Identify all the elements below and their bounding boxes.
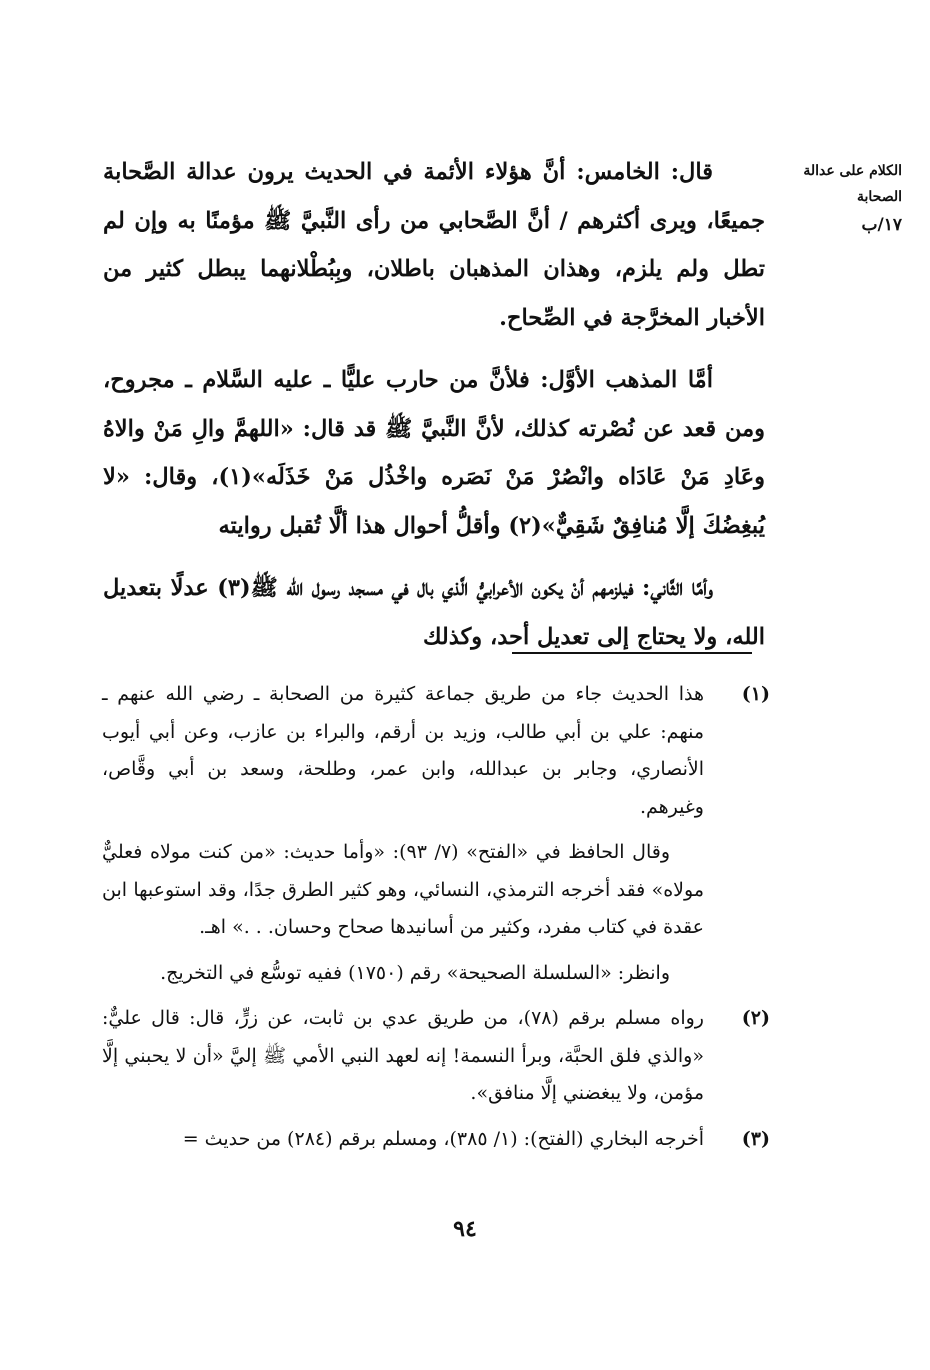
folio-reference: ١٧/ب	[861, 215, 902, 235]
footnote-text: وقال الحافظ في «الفتح» (٧/ ٩٣): «وأما حديث: «من كنت مولاه فعليٌّ مولاه» فقد أخرجه الترمذي، النسائي، وهو كثير الطرق جدًا، وقد استوعبها ابن عقدة في كتاب مفرد، وكثير من أسانيدها صحاح وحسان. . .» اهـ.	[102, 841, 704, 938]
page-number: ٩٤	[453, 1216, 477, 1242]
paragraph-1: قال: الخامس: أنَّ هؤلاء الأئمة في الحديث يرون عدالة الصَّحابة جميعًا، ويرى أكثرهم / أنَّ الصَّحابي من رأى النَّبيَّ ﷺ مؤمنًا به وإن لم تطل ولم يلزم، وهذان المذهبان باطلان، وبِبُطْلانهما يبطل كثير من الأخبار المخرَّجة في الصِّحاح.	[103, 159, 765, 331]
footnote-text: رواه مسلم برقم (٧٨)، من طريق عدي بن ثابت، عن زرٍّ، قال: قال عليٌّ: «والذي فلق الحبَّة، وبرأ النسمة! إنه لعهد النبي الأمي ﷺ إليَّ «أن لا يحبني إلَّا مؤمن، ولا يبغضني إلَّا منافق».	[102, 1007, 704, 1104]
footnote-text: أخرجه البخاري (الفتح): (١/ ٣٨٥)، ومسلم برقم (٢٨٤) من حديث =	[182, 1127, 704, 1150]
footnote-3	[102, 1121, 770, 1159]
footnotes	[102, 676, 770, 1166]
paragraph-3: وأمَّا الثَّاني: فيلزمهم أنْ يكون الأعرابيُّ الَّذي بال في مسجد رسول الله ﷺ(٣) عدلًا بتعديل الله، ولا يحتاج إلى تعديل أحد، وكذلك	[103, 575, 765, 650]
footnote-number: (٣)	[741, 1127, 770, 1150]
footnote-number: (١)	[741, 683, 770, 705]
main-text	[103, 148, 765, 675]
footnote-2	[102, 1000, 770, 1113]
footnote-text: هذا الحديث جاء من طريق جماعة كثيرة من الصحابة ـ رضي الله عنهم ـ منهم: علي بن أبي طالب، وزيد بن أرقم، والبراء بن عازب، وعن أبي أيوب الأنصاري، وجابر بن عبدالله، وابن عمر، وطلحة، وسعد بن أبي وقَّاص، وغيرهم.	[102, 683, 704, 818]
footnote-separator	[512, 652, 752, 654]
footnote-number: (٢)	[741, 1007, 770, 1029]
footnote-text: وانظر: «السلسلة الصحيحة» رقم (١٧٥٠) ففيه توسُّع في التخريج.	[160, 961, 670, 984]
paragraph-2: أمَّا المذهب الأوَّل: فلأنَّ من حارب عليًّا ـ عليه السَّلام ـ مجروح، ومن قعد عن نُصْرته كذلك، لأنَّ النَّبيَّ ﷺ قد قال: «اللهمَّ والِ مَنْ والاهُ وعَادِ مَنْ عَادَاه وانْصُرْ مَنْ نَصَره واخْذُل مَنْ خَذَلَه»(١)، وقال: «لا يُبغِضُكَ إلَّا مُنافِقٌ شَقِيٌّ»(٢) وأقلُّ أحوال هذا ألَّا تُقبل روايته	[103, 367, 765, 539]
margin-note-title: الكلام على عدالة	[803, 163, 902, 179]
margin-note	[784, 158, 902, 238]
footnote-1	[102, 676, 770, 992]
margin-note-title-cont: الصحابة	[856, 189, 902, 205]
